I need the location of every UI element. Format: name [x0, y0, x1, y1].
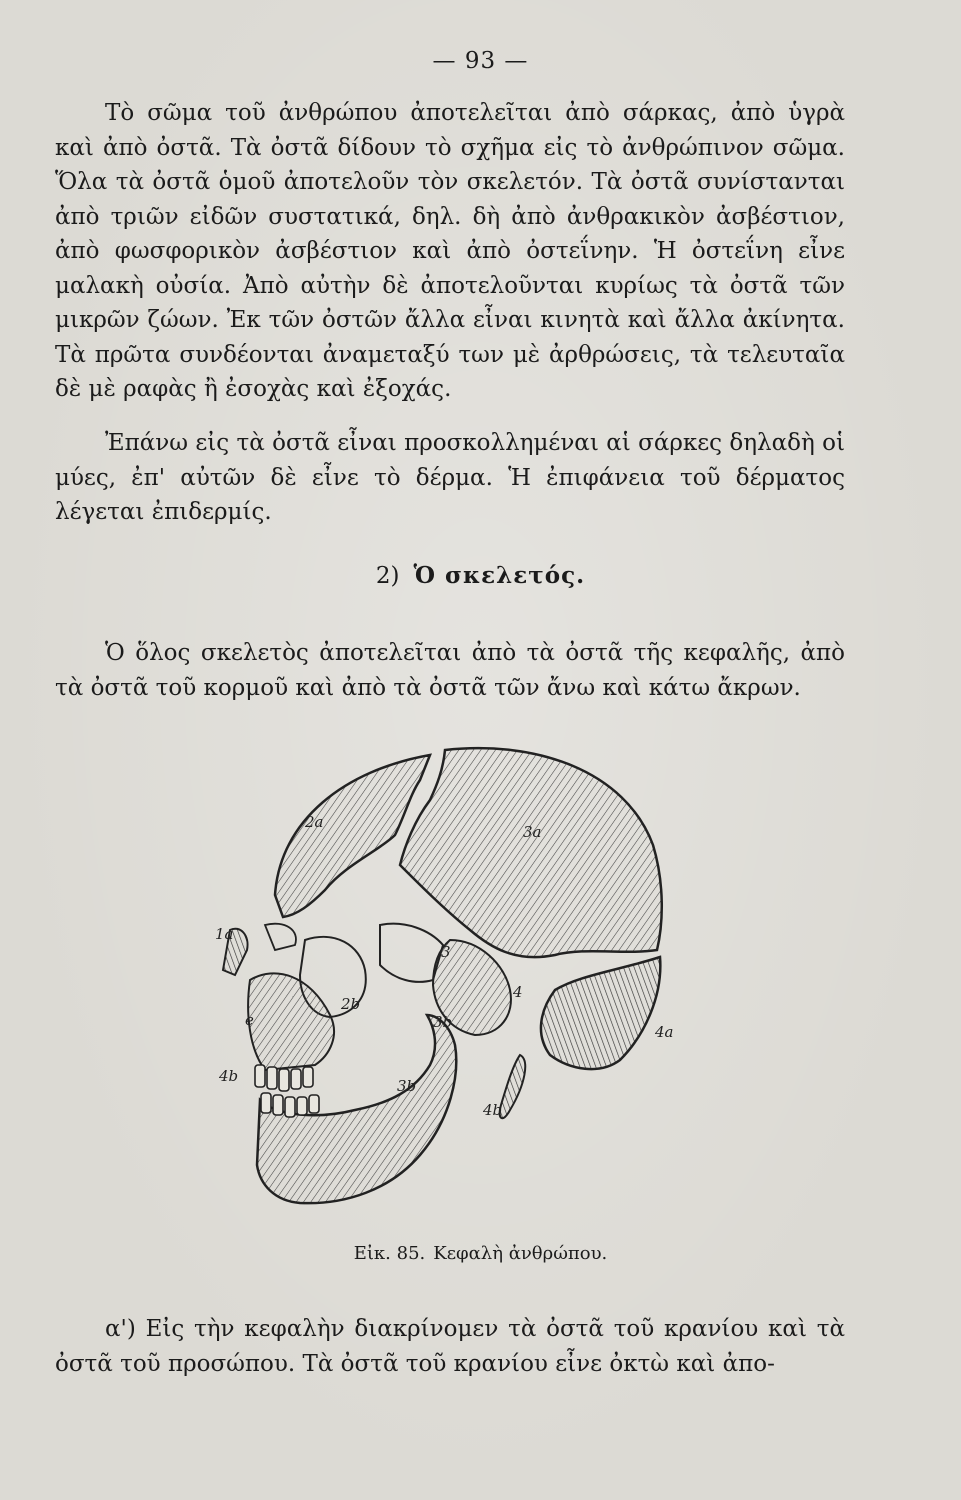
caption-text: Κεφαλὴ ἀνθρώπου. — [433, 1243, 608, 1264]
occipital-bone — [541, 957, 660, 1069]
skull-drawing — [205, 725, 705, 1230]
label-3b-upper: 3b — [433, 1013, 453, 1031]
caption-number: Εἰκ. 85. — [353, 1243, 426, 1264]
figure-caption — [0, 1243, 961, 1264]
section-title: Ὁ σκελετός. — [413, 562, 586, 589]
label-4b-left: 4b — [219, 1067, 239, 1085]
section-number: 2) — [375, 563, 400, 589]
paragraph-muscles-skin: Ἐπάνω εἰς τὰ ὀστᾶ εἶναι προσκολλημέναι αἱ σάρκες δηλαδὴ οἱ μύες, ἐπ' αὐτῶν δὲ εἶνε τὸ δέρμα. Ἡ ἐπιφάνεια τοῦ δέρματος λέγεται ἐπιδερμίς. — [55, 430, 845, 525]
label-4a: 4a — [655, 1023, 674, 1041]
label-2a: 2a — [305, 813, 324, 831]
skull-illustration — [205, 725, 705, 1230]
label-3: 3 — [441, 943, 451, 961]
label-3a: 3a — [523, 823, 542, 841]
maxilla-bone — [248, 973, 334, 1070]
label-1a: 1a — [215, 925, 234, 943]
lower-teeth — [261, 1093, 319, 1117]
paragraph-skeleton: Ὁ ὅλος σκελετὸς ἀποτελεῖται ἀπὸ τὰ ὀστᾶ τῆς κεφαλῆς, ἀπὸ τὰ ὀστᾶ τοῦ κορμοῦ καὶ ἀπὸ τὰ ὀστᾶ τῶν ἄνω καὶ κάτω ἄκρων. — [55, 640, 845, 701]
paragraph-head-bones: α') Εἰς τὴν κεφαλὴν διακρίνομεν τὰ ὀστᾶ τοῦ κρανίου καὶ τὰ ὀστᾶ τοῦ προσώπου. Τὰ ὀστᾶ τοῦ κρανίου εἶνε ὀκτὼ καὶ ἀπο- — [55, 1316, 845, 1377]
label-2b: 2b — [341, 995, 361, 1013]
hyoid-bone — [500, 1055, 525, 1118]
page-number: — 93 — — [432, 48, 529, 74]
label-3b-lower: 3b — [397, 1077, 417, 1095]
section-heading — [0, 562, 961, 589]
paragraph-bones-composition: Τὸ σῶμα τοῦ ἀνθρώπου ἀποτελεῖται ἀπὸ σάρκας, ἀπὸ ὑγρὰ καὶ ἀπὸ ὀστᾶ. Τὰ ὀστᾶ δίδουν τὸ σχῆμα εἰς τὸ ἀνθρώπινον σῶμα. Ὅλα τὰ ὀστᾶ ὁμοῦ ἀποτελοῦν τὸν σκελετόν. Τὰ ὀστᾶ συνίστανται ἀπὸ τριῶν εἰδῶν συστατικά, δηλ. δὴ ἀπὸ ἀνθρακικὸν ἀσβέστιον, ἀπὸ φωσφορικὸν ἀσβέστιον καὶ ἀπὸ ὀστεΐνην. Ἡ ὀστεΐνη εἶνε μαλακὴ οὐσία. Ἀπὸ αὐτὴν δὲ ἀποτελοῦνται κυρίως τὰ ὀστᾶ τῶν μικρῶν ζώων. Ἐκ τῶν ὀστῶν ἄλλα εἶναι κινητὰ καὶ ἄλλα ἀκίνητα. Τὰ πρῶτα συνδέονται ἀναμεταξύ των μὲ ἀρθρώσεις, τὰ τελευταῖα δὲ μὲ ραφὰς ἢ ἐσοχὰς καὶ ἐξοχάς. — [55, 100, 845, 402]
frontal-bone — [275, 755, 430, 917]
parietal-bone — [400, 748, 662, 957]
lacrimal-bone — [265, 924, 296, 950]
label-4b-right: 4b — [483, 1101, 503, 1119]
label-4: 4 — [513, 983, 523, 1001]
label-e: e — [245, 1011, 254, 1029]
upper-teeth — [255, 1065, 313, 1091]
